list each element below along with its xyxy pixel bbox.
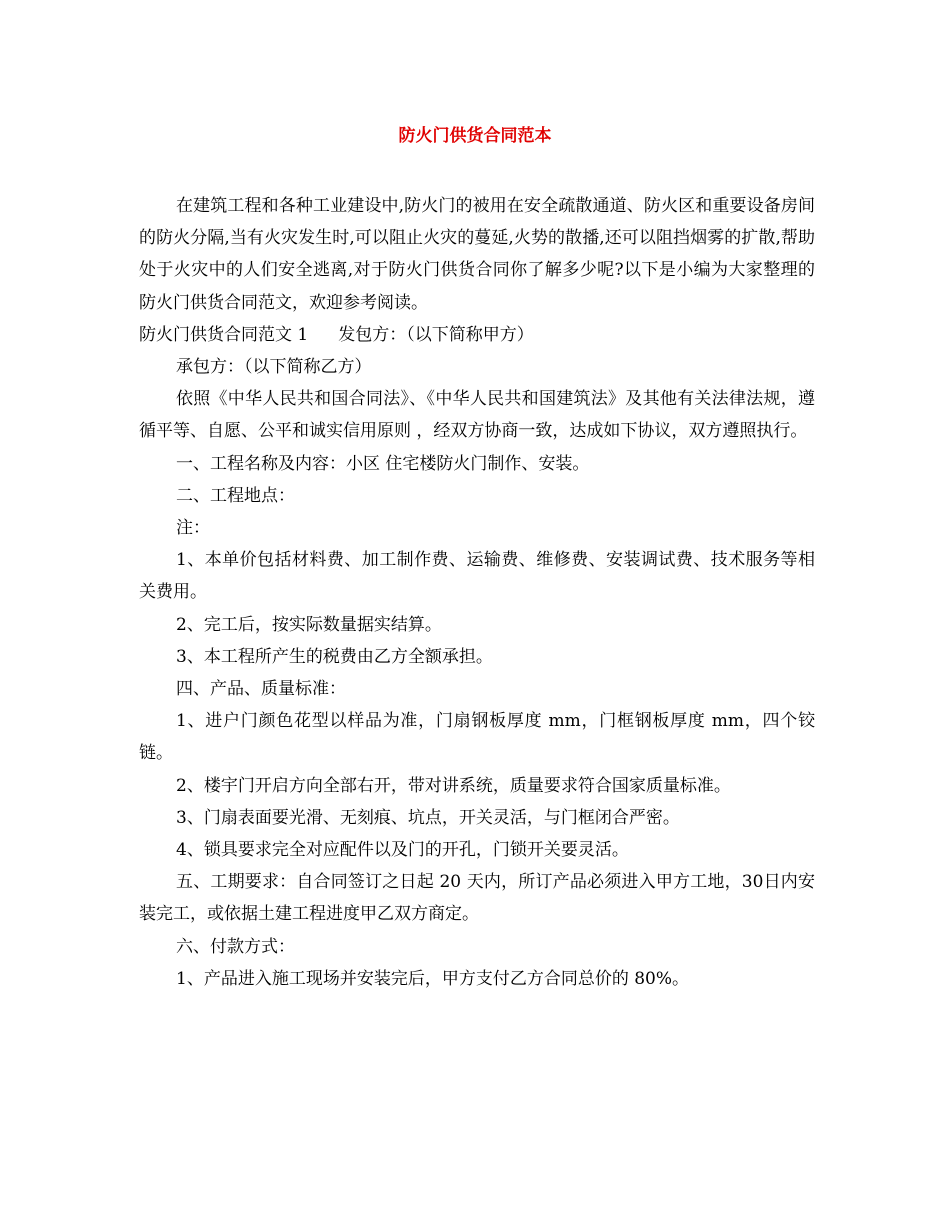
section-5: 五、工期要求：自合同签订之日起 20 天内，所订产品必须进入甲方工地，30日内安装完工，或依据土建工程进度甲乙双方商定。 (139, 872, 815, 925)
quality-item-1: 1、进户门颜色花型以样品为准，门扇钢板厚度 mm，门框钢板厚度 mm，四个铰链。 (139, 711, 815, 764)
note-item-1: 1、本单价包括材料费、加工制作费、运输费、维修费、安装调试费、技术服务等相关费用。 (139, 550, 815, 603)
quality-item-2: 2、楼宇门开启方向全部右开，带对讲系统，质量要求符合国家质量标准。 (176, 775, 731, 796)
note-heading: 注： (176, 518, 210, 539)
section-4: 四、产品、质量标准： (176, 679, 346, 700)
note-item-2: 2、完工后，按实际数量据实结算。 (176, 614, 442, 635)
section-6: 六、付款方式： (176, 936, 295, 957)
note-item-3: 3、本工程所产生的税费由乙方全额承担。 (176, 646, 493, 667)
party-a-line: 发包方：（以下简称甲方） (338, 324, 534, 345)
intro-paragraph: 在建筑工程和各种工业建设中,防火门的被用在安全疏散通道、防火区和重要设备房间的防火分隔,当有火灾发生时,可以阻止火灾的蔓延,火势的散播,还可以阻挡烟雾的扩散,帮助处于火灾中的人们安全逃离,对于防火门供货合同你了解多少呢?以下是小编为大家整理的防火门供货合同范文，欢迎参考阅读。 (139, 196, 815, 313)
document-body (139, 190, 815, 995)
quality-item-4: 4、锁具要求完全对应配件以及门的开孔，门锁开关要灵活。 (176, 840, 629, 861)
section-1: 一、工程名称及内容：小区 住宅楼防火门制作、安装。 (176, 453, 590, 474)
quality-item-3: 3、门扇表面要光滑、无刻痕、坑点，开关灵活，与门框闭合严密。 (176, 807, 680, 828)
document-title: 防火门供货合同范本 (398, 126, 552, 146)
section-2: 二、工程地点： (176, 485, 295, 506)
payment-item-1: 1、产品进入施工现场并安装完后，甲方支付乙方合同总价的 80%。 (176, 968, 690, 989)
sample-heading-line (139, 319, 815, 351)
sample-label: 防火门供货合同范文 1 (139, 324, 309, 345)
party-b-line: 承包方：（以下简称乙方） (176, 357, 372, 378)
basis-paragraph: 依照《中华人民共和国合同法》、《中华人民共和国建筑法》及其他有关法律法规，遵循平等、自愿、公平和诚实信用原则 ，经双方协商一致，达成如下协议，双方遵照执行。 (139, 389, 815, 442)
